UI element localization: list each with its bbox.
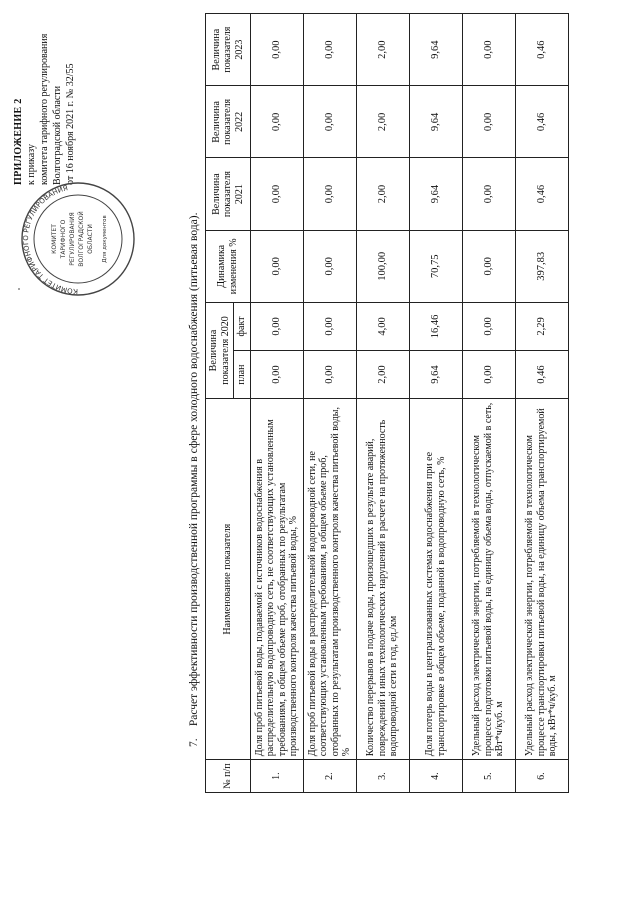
fact-2020: 0,00 (462, 302, 515, 350)
value-2021: 9,64 (409, 158, 462, 230)
plan-2020: 0,46 (515, 351, 568, 399)
table-row (409, 14, 462, 793)
scan-speck (18, 288, 20, 290)
row-number: 4. (409, 760, 462, 793)
seal-line: Для документов (102, 215, 108, 263)
header-plan: план (234, 351, 251, 399)
value-2023: 0,00 (303, 14, 356, 86)
value-2022: 0,00 (250, 86, 303, 158)
dynamics: 0,00 (303, 230, 356, 302)
row-number: 3. (356, 760, 409, 793)
section-number: 7. (188, 738, 200, 747)
value-2022: 2,00 (356, 86, 409, 158)
indicator-name: Удельный расход электрической энергии, потребляемой в технологическом процессе подготовки питьевой воды, на единицу объема воды, отпускаемой в сеть, кВт*ч/куб. м (462, 399, 515, 760)
header-fact: факт (234, 302, 251, 350)
order-ref: к приказу (26, 144, 37, 185)
plan-2020: 0,00 (462, 351, 515, 399)
committee-name: комитета тарифного регулирования (39, 33, 50, 185)
seal-line: ОБЛАСТИ (87, 224, 94, 254)
plan-2020: 9,64 (409, 351, 462, 399)
table-row (356, 14, 409, 793)
table-row (515, 14, 568, 793)
table-row (462, 14, 515, 793)
fact-2020: 2,29 (515, 302, 568, 350)
row-number: 5. (462, 760, 515, 793)
seal-line: КОМИТЕТ (51, 224, 58, 254)
row-number: 2. (303, 760, 356, 793)
header-dynamics: Динамика изменения % (206, 230, 251, 302)
indicator-name: Количество перерывов в подаче воды, произошедших в результате аварий, повреждений и иных технологических нарушений в расчете на протяженность водопроводной сети в год, ед./км (356, 399, 409, 760)
row-number: 6. (515, 760, 568, 793)
fact-2020: 4,00 (356, 302, 409, 350)
value-2022: 9,64 (409, 86, 462, 158)
section-heading (188, 47, 200, 747)
header-value-2020: Величина показателя 2020 (206, 302, 234, 398)
approval-stamp-block (12, 15, 77, 185)
fact-2020: 0,00 (250, 302, 303, 350)
value-2021: 0,00 (303, 158, 356, 230)
plan-2020: 0,00 (303, 351, 356, 399)
region-name: Волгоградской области (52, 85, 63, 185)
dynamics: 70,75 (409, 230, 462, 302)
table-row (250, 14, 303, 793)
value-2022: 0,00 (303, 86, 356, 158)
header-value-2021: Величина показателя 2021 (206, 158, 251, 230)
dynamics: 100,00 (356, 230, 409, 302)
value-2023: 0,00 (462, 14, 515, 86)
value-2023: 0,00 (250, 14, 303, 86)
header-name: Наименование показателя (206, 399, 251, 760)
value-2023: 9,64 (409, 14, 462, 86)
efficiency-table (205, 13, 569, 793)
header-value-2023: Величина показателя 2023 (206, 14, 251, 86)
row-number: 1. (250, 760, 303, 793)
seal-line: ТАРИФНОГО (60, 219, 67, 259)
seal-line: РЕГУЛИРОВАНИЯ (69, 212, 76, 266)
value-2021: 0,46 (515, 158, 568, 230)
value-2021: 0,00 (250, 158, 303, 230)
indicator-name: Доля проб питьевой воды, подаваемой с источников водоснабжения в распределительную водопроводную сеть, не соответствующих установленным требованиям, в общем объеме проб, отобранных по результатам производственного контроля качества питьевой воды, % (250, 399, 303, 760)
order-date-number: от 16 ноября 2021 г. № 32/55 (65, 63, 76, 185)
plan-2020: 2,00 (356, 351, 409, 399)
section-title: Расчет эффективности производственной программы в сфере холодного водоснабжения (питьевая вода). (188, 212, 200, 727)
indicator-name: Доля потерь воды в централизованных системах водоснабжения при ее транспортировке в общем объеме, поданной в водопроводную сеть, % (409, 399, 462, 760)
appendix-label: ПРИЛОЖЕНИЕ 2 (13, 98, 24, 185)
indicator-name: Удельный расход электрической энергии, потребляемой в технологическом процессе транспортировки питьевой воды, на единицу объема транспортируемой воды, кВт*ч/куб. м (515, 399, 568, 760)
value-2022: 0,00 (462, 86, 515, 158)
seal-outer-text: КОМИТЕТ ТАРИФНОГО РЕГУЛИРОВАНИЯ (21, 184, 79, 296)
dynamics: 0,00 (250, 230, 303, 302)
dynamics: 397,83 (515, 230, 568, 302)
value-2021: 2,00 (356, 158, 409, 230)
value-2023: 0,46 (515, 14, 568, 86)
fact-2020: 0,00 (303, 302, 356, 350)
fact-2020: 16,46 (409, 302, 462, 350)
indicator-name: Доля проб питьевой воды в распределительной водопроводной сети, не соответствующих установленным требованиям, в общем объеме проб, отобранных по результатам производственного контроля качества питьевой воды, % (303, 399, 356, 760)
plan-2020: 0,00 (250, 351, 303, 399)
value-2023: 2,00 (356, 14, 409, 86)
table-row (303, 14, 356, 793)
seal-line: ВОЛГОГРАДСКОЙ (78, 211, 85, 267)
header-value-2022: Величина показателя 2022 (206, 86, 251, 158)
value-2021: 0,00 (462, 158, 515, 230)
dynamics: 0,00 (462, 230, 515, 302)
official-seal-icon (18, 179, 138, 299)
value-2022: 0,46 (515, 86, 568, 158)
header-num: № п/п (206, 760, 251, 793)
